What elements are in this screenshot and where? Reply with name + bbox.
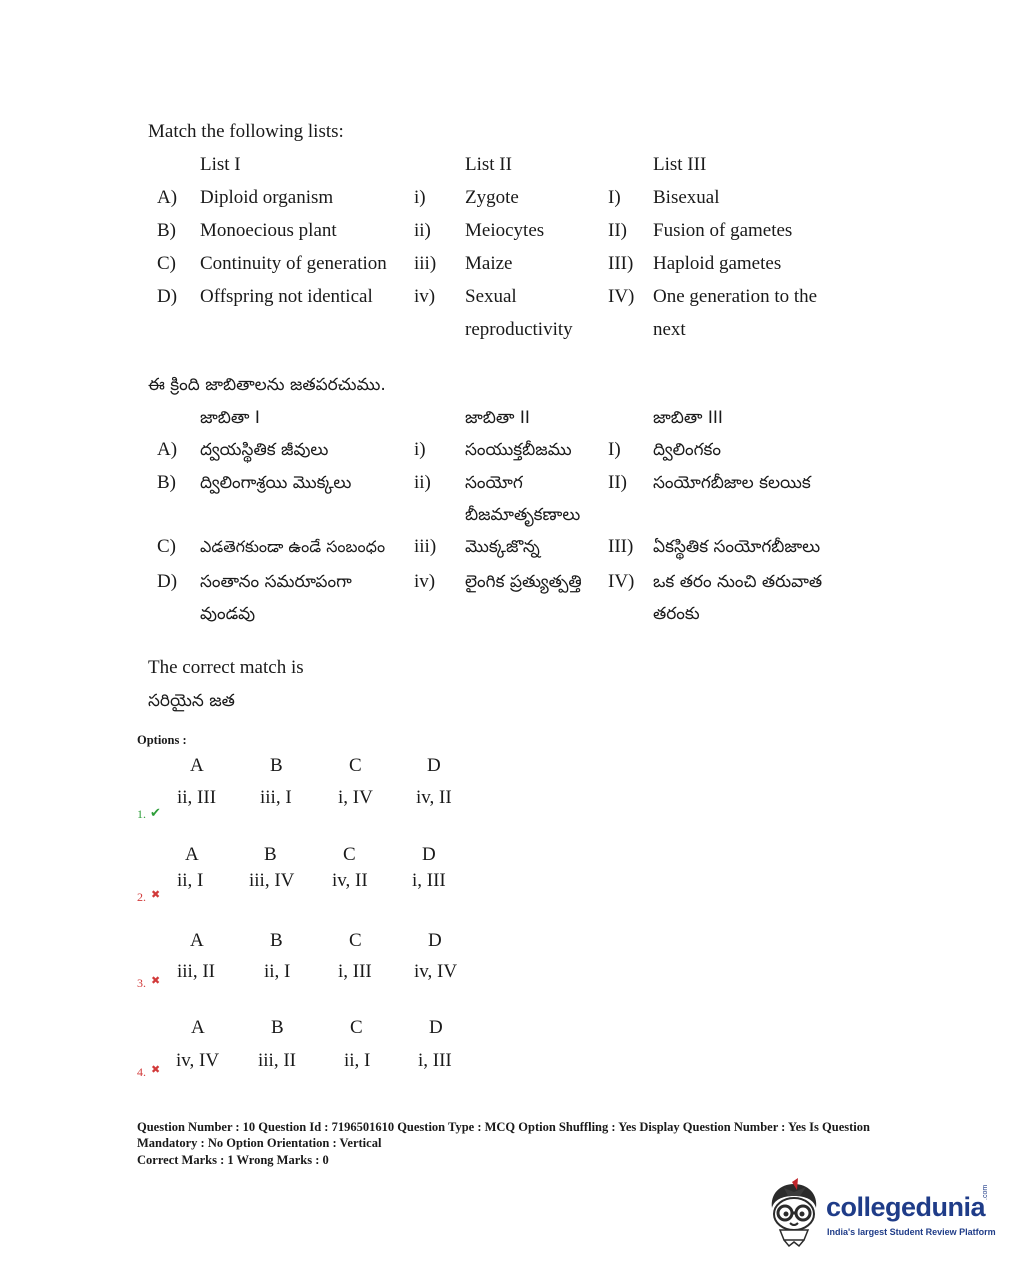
option-column-header: C bbox=[350, 1017, 363, 1038]
list3-header: List III bbox=[653, 154, 707, 175]
list1-header-telugu: జాబితా I bbox=[200, 408, 260, 428]
option-column-header: B bbox=[271, 1017, 284, 1038]
option-value: iv, II bbox=[416, 787, 452, 808]
list1-label: A) bbox=[157, 439, 178, 460]
option-column-header: C bbox=[349, 930, 362, 951]
option-value: ii, I bbox=[264, 961, 291, 982]
brand-tagline: India's largest Student Review Platform bbox=[827, 1227, 996, 1237]
option-number: 3. bbox=[137, 976, 146, 990]
list2-label: iii) bbox=[414, 536, 437, 557]
wrong-cross-icon: ✖ bbox=[151, 888, 161, 901]
list3-item-telugu: ఏకస్థితిక సంయోగబీజాలు bbox=[653, 537, 821, 557]
question-prompt-english: Match the following lists: bbox=[148, 121, 344, 142]
list2-item: Sexual bbox=[465, 286, 517, 307]
list1-label: B) bbox=[157, 472, 176, 493]
list2-item: Maize bbox=[465, 253, 513, 274]
option-value: ii, I bbox=[177, 870, 204, 891]
question-prompt-telugu: ఈ క్రింది జాబితాలను జతపరచుము. bbox=[148, 375, 386, 395]
option-column-header: A bbox=[185, 844, 199, 865]
wrong-cross-icon: ✖ bbox=[151, 974, 161, 987]
option-value: iii, II bbox=[177, 961, 215, 982]
list2-item-telugu-continued: బీజమాతృకణాలు bbox=[465, 505, 581, 525]
option-value: i, III bbox=[412, 870, 446, 891]
list1-item: Monoecious plant bbox=[200, 220, 337, 241]
option-value: ii, III bbox=[177, 787, 217, 808]
option-column-header: B bbox=[270, 930, 283, 951]
list1-label: C) bbox=[157, 536, 176, 557]
option-value: i, III bbox=[418, 1050, 452, 1071]
list2-item-telugu: మొక్కజొన్న bbox=[465, 537, 540, 557]
options-label: Options : bbox=[137, 733, 187, 747]
list1-label: D) bbox=[157, 571, 178, 592]
list3-item-telugu-continued: తరంకు bbox=[653, 604, 700, 624]
list3-item: Bisexual bbox=[653, 187, 720, 208]
list3-label: III) bbox=[608, 253, 634, 274]
question-meta-line-1: Question Number : 10 Question Id : 7196501610 Question Type : MCQ Option Shuffling : Yes Display Question Number : Yes Is Question bbox=[137, 1120, 870, 1134]
list1-label: C) bbox=[157, 253, 176, 274]
list1-item-telugu: ఎడతెగకుండా ఉండే సంబంధం bbox=[200, 537, 386, 556]
correct-match-telugu: సరియైన జత bbox=[148, 691, 235, 711]
option-column-header: D bbox=[429, 1017, 443, 1038]
option-column-header: C bbox=[343, 844, 356, 865]
list3-item: One generation to the bbox=[653, 286, 818, 307]
list3-label: I) bbox=[608, 439, 621, 460]
list3-label: I) bbox=[608, 187, 621, 208]
question-meta-line-2: Mandatory : No Option Orientation : Vertical bbox=[137, 1136, 382, 1150]
option-column-header: B bbox=[264, 844, 277, 865]
list3-item: Fusion of gametes bbox=[653, 220, 793, 241]
option-column-header: A bbox=[190, 930, 204, 951]
brand-name: collegedunia bbox=[826, 1192, 986, 1222]
list3-header-telugu: జాబితా III bbox=[653, 408, 723, 428]
list3-label: IV) bbox=[608, 571, 635, 592]
list3-label: III) bbox=[608, 536, 634, 557]
list1-item-telugu: సంతానం సమరూపంగా bbox=[200, 572, 352, 592]
option-value: iv, IV bbox=[176, 1050, 220, 1071]
option-number: 1. bbox=[137, 807, 146, 821]
list2-item-continued: reproductivity bbox=[465, 319, 573, 340]
correct-match-english: The correct match is bbox=[148, 657, 304, 678]
list2-item-telugu: లైంగిక ప్రత్యుత్పత్తి bbox=[465, 572, 582, 592]
list2-header: List II bbox=[465, 154, 512, 175]
list2-label: iv) bbox=[414, 286, 436, 307]
list3-item-telugu: ద్విలింగకం bbox=[653, 440, 722, 460]
option-value: iii, I bbox=[260, 787, 292, 808]
list1-item-telugu-continued: వుండవు bbox=[200, 604, 256, 624]
list2-item: Zygote bbox=[465, 187, 519, 208]
option-column-header: C bbox=[349, 755, 362, 776]
correct-check-icon: ✔ bbox=[150, 806, 161, 821]
option-value: ii, I bbox=[344, 1050, 371, 1071]
option-value: iii, IV bbox=[249, 870, 295, 891]
option-column-header: D bbox=[422, 844, 436, 865]
list1-item: Offspring not identical bbox=[200, 286, 373, 307]
option-value: iv, IV bbox=[414, 961, 458, 982]
wrong-cross-icon: ✖ bbox=[151, 1063, 161, 1076]
option-column-header: A bbox=[190, 755, 204, 776]
list2-item-telugu: సంయుక్తబీజము bbox=[465, 440, 572, 460]
list1-label: D) bbox=[157, 286, 178, 307]
list2-item: Meiocytes bbox=[465, 220, 545, 241]
list3-label: IV) bbox=[608, 286, 635, 307]
list2-label: iii) bbox=[414, 253, 437, 274]
list1-header: List I bbox=[200, 154, 241, 175]
option-value: iii, II bbox=[258, 1050, 296, 1071]
list1-item-telugu: ద్విలింగాశ్రయి మొక్కలు bbox=[200, 473, 352, 493]
option-value: i, IV bbox=[338, 787, 373, 808]
list1-label: A) bbox=[157, 187, 178, 208]
mascot-icon bbox=[766, 1178, 824, 1248]
option-value: iv, II bbox=[332, 870, 368, 891]
option-number: 4. bbox=[137, 1065, 146, 1079]
list3-item-telugu: ఒక తరం నుంచి తరువాత bbox=[653, 572, 823, 592]
list2-header-telugu: జాబితా II bbox=[465, 408, 530, 428]
option-column-header: B bbox=[270, 755, 283, 776]
list1-item: Diploid organism bbox=[200, 187, 334, 208]
list3-item-continued: next bbox=[653, 319, 686, 340]
list2-label: ii) bbox=[414, 472, 431, 493]
list1-item-telugu: ద్వయస్థితిక జీవులు bbox=[200, 440, 329, 460]
list1-label: B) bbox=[157, 220, 176, 241]
option-column-header: A bbox=[191, 1017, 205, 1038]
list2-label: iv) bbox=[414, 571, 436, 592]
list2-item-telugu: సంయోగ bbox=[465, 473, 523, 493]
option-column-header: D bbox=[428, 930, 442, 951]
list2-label: i) bbox=[414, 439, 426, 460]
list1-item: Continuity of generation bbox=[200, 253, 387, 274]
list3-label: II) bbox=[608, 472, 627, 493]
list3-item-telugu: సంయోగబీజాల కలయిక bbox=[653, 473, 811, 493]
list2-label: ii) bbox=[414, 220, 431, 241]
option-number: 2. bbox=[137, 890, 146, 904]
list2-label: i) bbox=[414, 187, 426, 208]
option-column-header: D bbox=[427, 755, 441, 776]
brand-suffix: .com bbox=[982, 1184, 989, 1200]
option-value: i, III bbox=[338, 961, 372, 982]
question-meta-line-3: Correct Marks : 1 Wrong Marks : 0 bbox=[137, 1153, 329, 1167]
list3-item: Haploid gametes bbox=[653, 253, 782, 274]
list3-label: II) bbox=[608, 220, 627, 241]
collegedunia-logo bbox=[766, 1178, 996, 1248]
